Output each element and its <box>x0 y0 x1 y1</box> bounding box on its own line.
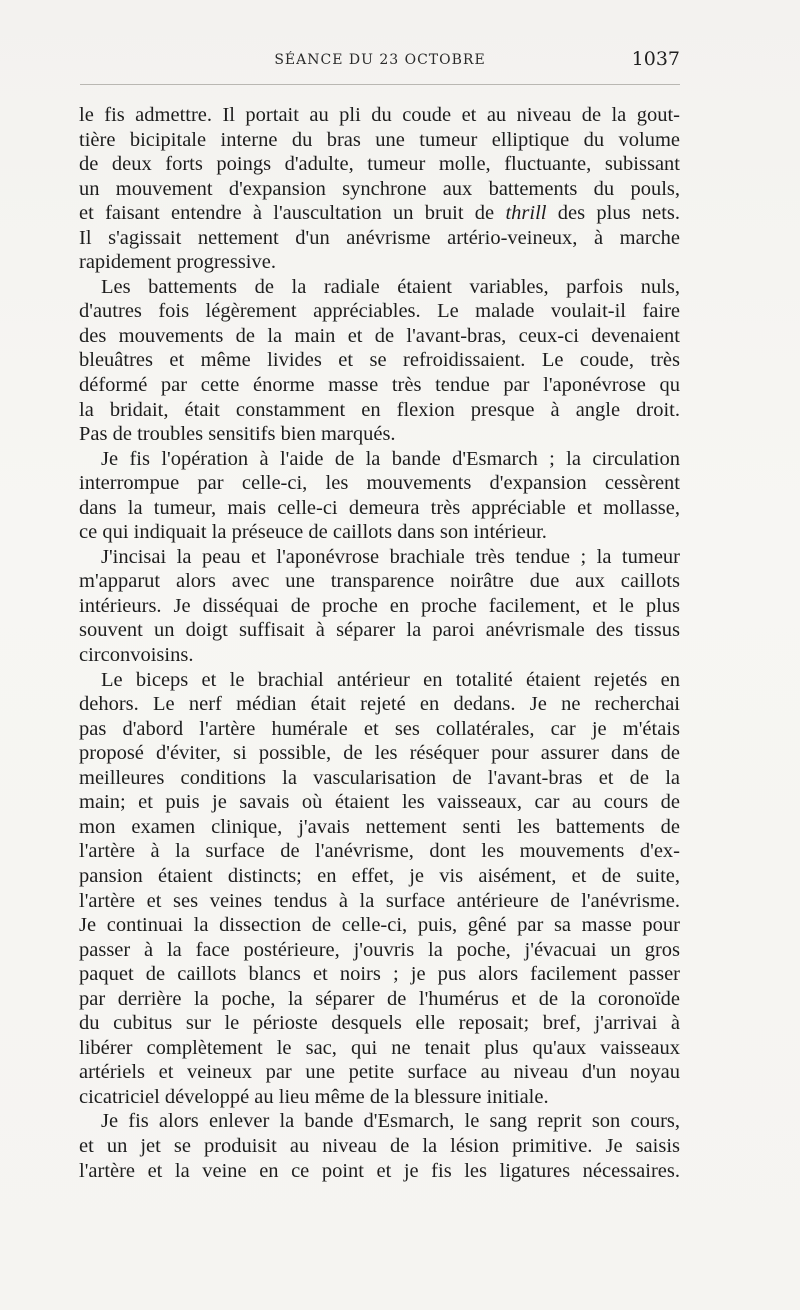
text-line: tière bicipitale interne du bras une tumeur elliptique du volume <box>79 128 680 151</box>
running-header <box>80 48 680 74</box>
text-line: libérer complètement le sac, qui ne tenait plus qu'aux vaisseaux <box>79 1036 680 1059</box>
text-line: main; et puis je savais où étaient les vaisseaux, car au cours de <box>79 791 680 814</box>
text-line: souvent un doigt suffisait à séparer la paroi anévrismale des tissus <box>79 619 680 642</box>
page-number: 1037 <box>631 48 680 70</box>
text-line: meilleures conditions la vascularisation de l'avant-bras et de la <box>79 766 680 789</box>
text-line: proposé d'éviter, si possible, de les réséquer pour assurer dans de <box>79 742 680 765</box>
text-line: Les battements de la radiale étaient variables, parfois nuls, <box>101 275 680 298</box>
text-line: circonvoisins. <box>79 644 194 667</box>
text-segment: et faisant entendre à l'auscultation un bruit de <box>79 202 506 225</box>
text-line: pansion étaient distincts; en effet, je vis aisément, et de suite, <box>79 864 680 887</box>
text-line: d'autres fois légèrement appréciables. Le malade voulait-il faire <box>79 300 680 323</box>
text-line: pas d'abord l'artère humérale et ses collatérales, car je m'étais <box>79 717 680 740</box>
text-line: interrompue par celle-ci, les mouvements d'expansion cessèrent <box>79 472 680 495</box>
text-line: Pas de troubles sensitifs bien marqués. <box>79 423 396 446</box>
text-line: par derrière la poche, la séparer de l'humérus et de la coronoïde <box>79 987 680 1010</box>
text-line: bleuâtres et même livides et se refroidissaient. Le coude, très <box>79 349 680 372</box>
text-line: l'artère et ses veines tendus à la surface antérieure de l'anévrisme. <box>79 889 680 912</box>
text-line: l'artère à la surface de l'anévrisme, dont les mouvements d'ex- <box>79 840 680 863</box>
text-line: dans la tumeur, mais celle-ci demeura très appréciable et mollasse, <box>79 496 680 519</box>
text-line: m'apparut alors avec une transparence noirâtre due aux caillots <box>79 570 680 593</box>
text-line: la bridait, était constamment en flexion presque à angle droit. <box>79 398 680 421</box>
text-line: et un jet se produisit au niveau de la lésion primitive. Je saisis <box>79 1134 680 1157</box>
text-line: du cubitus sur le périoste desquels elle reposait; bref, j'arrivai à <box>79 1012 680 1035</box>
text-line: ce qui indiquait la préseuce de caillots dans son intérieur. <box>79 521 547 544</box>
text-line: Le biceps et le brachial antérieur en totalité étaient rejetés en <box>101 668 680 691</box>
text-line: cicatriciel développé au lieu même de la blessure initiale. <box>79 1085 549 1108</box>
text-line: artériels et veineux par une petite surface au niveau d'un noyau <box>79 1061 680 1084</box>
text-line: Je fis alors enlever la bande d'Esmarch, le sang reprit son cours, <box>101 1110 680 1133</box>
text-line: Je continuai la dissection de celle-ci, puis, gêné par sa masse pour <box>79 914 680 937</box>
text-line: Il s'agissait nettement d'un anévrisme artério-veineux, à marche <box>79 226 680 249</box>
text-line: paquet de caillots blancs et noirs ; je pus alors facilement passer <box>79 963 680 986</box>
header-rule <box>80 84 680 85</box>
text-line: J'incisai la peau et l'aponévrose brachiale très tendue ; la tumeur <box>101 545 680 568</box>
text-line: déformé par cette énorme masse très tendue par l'aponévrose qu <box>79 374 680 397</box>
text-line <box>79 201 680 226</box>
italic-term: thrill <box>505 202 547 225</box>
text-line: passer à la face postérieure, j'ouvris la poche, j'évacuai un gros <box>79 938 680 961</box>
running-title: SÉANCE DU 23 OCTOBRE <box>274 52 486 68</box>
text-line: intérieurs. Je disséquai de proche en proche facilement, et le plus <box>79 594 680 617</box>
text-line: de deux forts poings d'adulte, tumeur molle, fluctuante, subissant <box>79 153 680 176</box>
text-line: un mouvement d'expansion synchrone aux battements du pouls, <box>79 177 680 200</box>
text-segment: des plus nets. <box>546 202 680 225</box>
text-line: Je fis l'opération à l'aide de la bande d'Esmarch ; la circulation <box>101 447 680 470</box>
text-line: rapidement progressive. <box>79 251 276 274</box>
text-line: dehors. Le nerf médian était rejeté en dedans. Je ne recherchai <box>79 693 680 716</box>
text-line: le fis admettre. Il portait au pli du coude et au niveau de la gout- <box>79 104 680 126</box>
text-line: l'artère et la veine en ce point et je fis les ligatures nécessaires. <box>79 1159 680 1182</box>
text-line: mon examen clinique, j'avais nettement senti les battements de <box>79 815 680 838</box>
body-text <box>79 103 680 1183</box>
text-line: des mouvements de la main et de l'avant-bras, ceux-ci devenaient <box>79 324 680 347</box>
